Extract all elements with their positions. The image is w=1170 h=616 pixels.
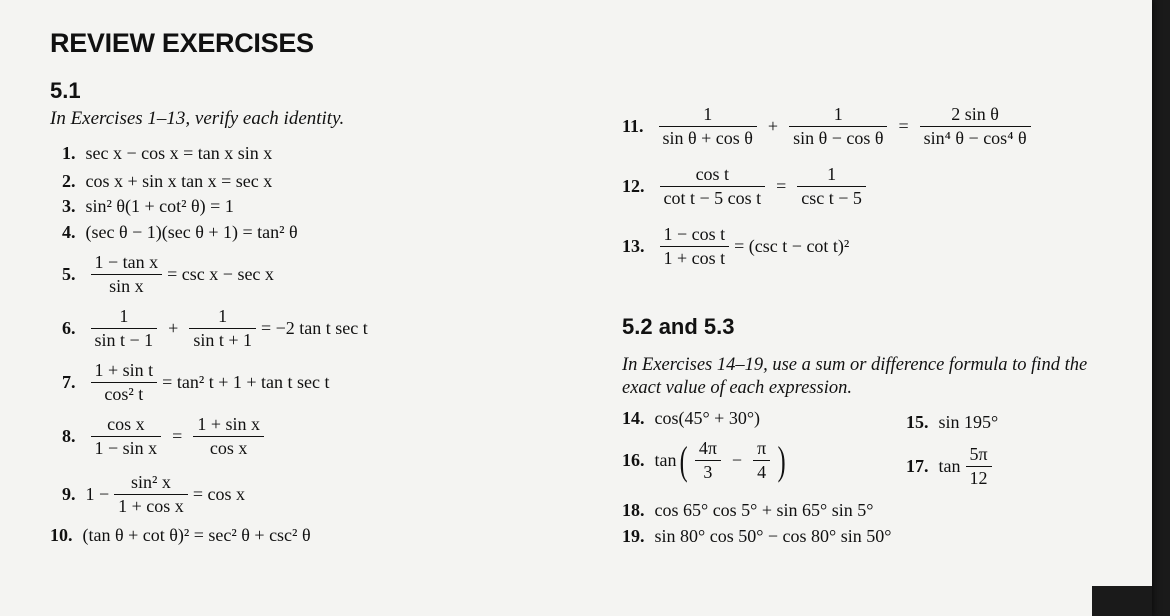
exercise-number: 11.	[622, 116, 644, 136]
fraction	[91, 414, 162, 459]
operator: −	[731, 450, 743, 470]
exercise-17	[906, 444, 997, 489]
denominator: 12	[969, 468, 988, 488]
exercise-number: 19.	[622, 526, 645, 546]
numerator: 1 + sin x	[193, 414, 264, 437]
denominator: 3	[703, 462, 713, 482]
numerator: 2 sin θ	[920, 104, 1031, 127]
numerator: cos t	[660, 164, 766, 187]
numerator: 1 − cos t	[660, 224, 730, 247]
numerator: 1	[797, 164, 866, 187]
fraction	[789, 104, 887, 149]
numerator: 5π	[966, 444, 992, 467]
fraction	[659, 104, 757, 149]
function-name: tan	[654, 450, 677, 470]
numerator: π	[753, 438, 770, 461]
page-heading: REVIEW EXERCISES	[50, 28, 314, 58]
denominator: cos x	[209, 438, 248, 458]
exercise-number: 3.	[62, 196, 76, 216]
equals-sign: =	[898, 116, 909, 136]
section-5-1-instructions: In Exercises 1–13, verify each identity.	[50, 108, 345, 129]
denominator: 4	[757, 462, 767, 482]
exercise-rhs: = (csc t − cot t)²	[734, 236, 850, 256]
exercise-9	[62, 472, 245, 517]
denominator: 1 − sin x	[94, 438, 158, 458]
exercise-11	[622, 104, 1036, 149]
exercise-rhs: = tan² t + 1 + tan t sec t	[162, 372, 330, 392]
exercise-number: 7.	[62, 372, 76, 392]
function-name: tan	[938, 456, 961, 476]
exercise-number: 10.	[50, 525, 73, 545]
exercise-expression: sec x − cos x = tan x sin x	[85, 143, 273, 163]
exercise-18	[622, 500, 873, 521]
numerator: cos x	[91, 414, 162, 437]
exercise-19	[622, 526, 891, 547]
exercise-6	[62, 306, 368, 351]
operator: +	[767, 116, 779, 136]
numerator: 1	[189, 306, 256, 329]
exercise-number: 18.	[622, 500, 645, 520]
open-paren: (	[679, 437, 688, 483]
exercise-expression: (sec θ − 1)(sec θ + 1) = tan² θ	[85, 222, 298, 242]
denominator: csc t − 5	[801, 188, 862, 208]
exercise-number: 14.	[622, 408, 645, 428]
exercise-5	[62, 252, 274, 297]
denominator: sin θ − cos θ	[793, 128, 884, 148]
denominator: sin⁴ θ − cos⁴ θ	[923, 128, 1027, 148]
fraction	[920, 104, 1031, 149]
fraction	[753, 438, 770, 483]
exercise-expression: cos 65° cos 5° + sin 65° sin 5°	[654, 500, 874, 520]
section-5-2-5-3-instructions: In Exercises 14–19, use a sum or difference formula to find the	[622, 355, 1088, 375]
denominator: sin t − 1	[94, 330, 154, 350]
fraction	[114, 472, 188, 517]
numerator: 4π	[695, 438, 721, 461]
exercise-rhs: = csc x − sec x	[167, 264, 274, 284]
fraction	[660, 164, 766, 209]
close-paren: )	[777, 437, 786, 483]
exercise-number: 12.	[622, 176, 645, 196]
exercise-number: 5.	[62, 264, 76, 284]
exercise-4	[62, 222, 298, 243]
exercise-number: 15.	[906, 412, 929, 432]
exercise-lhs: 1 −	[85, 484, 110, 504]
numerator: 1 + sin t	[91, 360, 158, 383]
fraction	[91, 360, 158, 405]
exercise-15	[906, 412, 998, 433]
denominator: sin t + 1	[193, 330, 252, 350]
exercise-expression: sin² θ(1 + cot² θ) = 1	[85, 196, 234, 216]
numerator: 1 − tan x	[91, 252, 163, 275]
fraction	[660, 224, 730, 269]
equals-sign: =	[776, 176, 787, 196]
denominator: cos² t	[104, 384, 144, 404]
exercise-16	[622, 438, 789, 483]
fraction	[797, 164, 866, 209]
exercise-expression: (tan θ + cot θ)² = sec² θ + csc² θ	[82, 525, 311, 545]
exercise-number: 16.	[622, 450, 645, 470]
exercise-14	[622, 408, 760, 429]
exercise-1	[62, 143, 272, 164]
exercise-13	[622, 224, 849, 269]
exercise-expression: cos x + sin x tan x = sec x	[85, 171, 273, 191]
section-5-2-5-3-instructions-cont: exact value of each expression.	[622, 378, 852, 398]
exercise-number: 4.	[62, 222, 76, 242]
operator: +	[168, 318, 179, 338]
exercise-10	[50, 525, 311, 546]
exercise-expression: sin 80° cos 50° − cos 80° sin 50°	[654, 526, 892, 546]
denominator: 1 + cos t	[663, 248, 726, 268]
denominator: sin θ + cos θ	[662, 128, 753, 148]
numerator: 1	[789, 104, 887, 127]
exercise-3	[62, 196, 234, 217]
numerator: 1	[659, 104, 757, 127]
exercise-expression: sin 195°	[938, 412, 999, 432]
exercise-2	[62, 171, 272, 192]
denominator: cot t − 5 cos t	[663, 188, 762, 208]
fraction	[966, 444, 992, 489]
fraction	[189, 306, 256, 351]
numerator: 1	[91, 306, 158, 329]
exercise-number: 8.	[62, 426, 76, 446]
exercise-number: 13.	[622, 236, 645, 256]
exercise-number: 1.	[62, 143, 76, 163]
fraction	[91, 252, 163, 297]
exercise-7	[62, 360, 330, 405]
page-corner-shadow	[1092, 586, 1152, 616]
denominator: sin x	[109, 276, 144, 296]
fraction	[193, 414, 264, 459]
fraction	[91, 306, 158, 351]
exercise-rhs: = −2 tan t sec t	[261, 318, 368, 338]
exercise-number: 2.	[62, 171, 76, 191]
section-5-1-title: 5.1	[50, 78, 81, 103]
equals-sign: =	[172, 426, 183, 446]
numerator: sin² x	[114, 472, 188, 495]
exercise-number: 17.	[906, 456, 929, 476]
exercise-8	[62, 414, 269, 459]
exercise-number: 6.	[62, 318, 76, 338]
section-5-2-5-3-title: 5.2 and 5.3	[622, 314, 735, 339]
fraction	[695, 438, 721, 483]
exercise-number: 9.	[62, 484, 76, 504]
denominator: 1 + cos x	[118, 496, 184, 516]
exercise-rhs: = cos x	[192, 484, 245, 504]
exercise-expression: cos(45° + 30°)	[654, 408, 761, 428]
exercise-12	[622, 164, 871, 209]
